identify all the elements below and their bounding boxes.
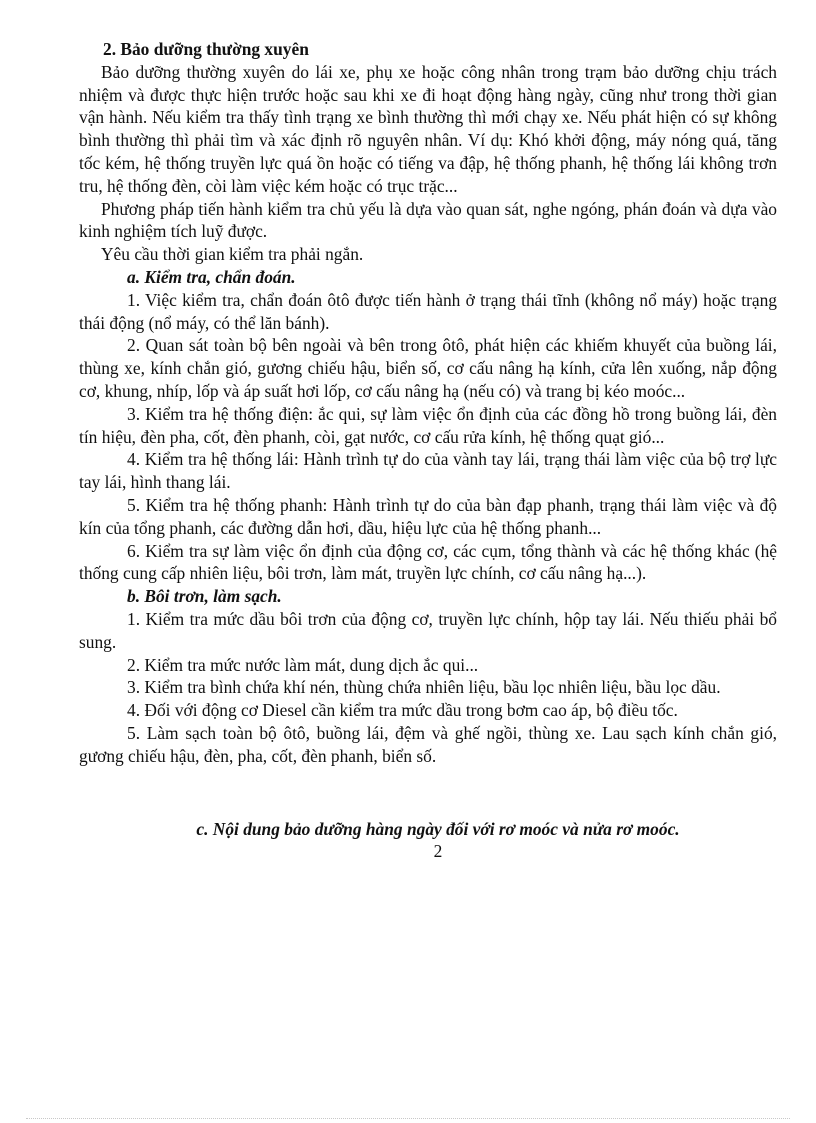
list-item: 3. Kiểm tra hệ thống điện: ắc qui, sự làm việc ổn định của các đồng hồ trong buồng lái, đèn tín hiệu, đèn pha, cốt, đèn phanh, còi, gạt nước, cơ cấu rửa kính, hệ thống quạt gió...	[79, 403, 777, 447]
list-item: 5. Kiểm tra hệ thống phanh: Hành trình tự do của bàn đạp phanh, trạng thái làm việc và độ kín của tổng phanh, các đường dẫn hơi, dầu, hiệu lực của hệ thống phanh...	[79, 494, 777, 538]
list-item: 4. Kiểm tra hệ thống lái: Hành trình tự do của vành tay lái, trạng thái làm việc của bộ trợ lực tay lái, hình thang lái.	[79, 449, 777, 493]
list-item: 2. Kiểm tra mức nước làm mát, dung dịch ắc qui...	[127, 654, 479, 675]
list-item: 4. Đối với động cơ Diesel cần kiểm tra mức dầu trong bơm cao áp, bộ điều tốc.	[127, 700, 678, 721]
intro-paragraph: Phương pháp tiến hành kiểm tra chủ yếu là dựa vào quan sát, nghe ngóng, phán đoán và dựa vào kinh nghiệm tích luỹ được.	[79, 198, 777, 242]
section-heading: 2. Bảo dưỡng thường xuyên	[103, 39, 309, 59]
list-item: 5. Làm sạch toàn bộ ôtô, buồng lái, đệm và ghế ngồi, thùng xe. Lau sạch kính chắn gió, gương chiếu hậu, đèn, pha, cốt, đèn phanh, biển số.	[79, 722, 777, 766]
list-item: 1. Kiểm tra mức dầu bôi trơn của động cơ, truyền lực chính, hộp tay lái. Nếu thiếu phải bổ sung.	[79, 608, 777, 652]
page-number: 2	[433, 841, 443, 862]
page-bottom-divider	[26, 1118, 790, 1119]
spacer	[79, 768, 777, 818]
document-page	[79, 38, 777, 863]
list-item: 3. Kiểm tra bình chứa khí nén, thùng chứa nhiên liệu, bầu lọc nhiên liệu, bầu lọc dầu.	[127, 677, 721, 698]
list-item: 2. Quan sát toàn bộ bên ngoài và bên trong ôtô, phát hiện các khiếm khuyết của buồng lái, thùng xe, kính chắn gió, gương chiếu hậu, biển số, cơ cấu nâng hạ kính, cửa lên xuống, nắp động cơ, khung, nhíp, lốp và áp suất hơi lốp, cơ cấu nâng hạ (nếu có) và trang bị kéo moóc...	[79, 335, 777, 401]
intro-paragraph: Bảo dưỡng thường xuyên do lái xe, phụ xe hoặc công nhân trong trạm bảo dưỡng chịu trách nhiệm và được thực hiện trước hoặc sau khi xe đi hoạt động hàng ngày, cũng như trong thời gian vận hành. Nếu kiểm tra thấy tình trạng xe bình thường thì mới chạy xe. Nếu phát hiện có sự không bình thường thì phải tìm và xác định rõ nguyên nhân. Ví dụ: Khó khởi động, máy nóng quá, tăng tốc kém, hệ thống truyền lực quá ồn hoặc có tiếng va đập, hệ thống phanh, hệ thống lái không trơn tru, hệ thống đèn, còi làm việc kém hoặc có trục trặc...	[79, 61, 777, 196]
intro-paragraph: Yêu cầu thời gian kiểm tra phải ngắn.	[101, 244, 364, 265]
list-item: 1. Việc kiểm tra, chẩn đoán ôtô được tiến hành ở trạng thái tĩnh (không nổ máy) hoặc trạng thái động (nổ máy, có thể lăn bánh).	[79, 289, 777, 333]
subsection-c-title: c. Nội dung bảo dưỡng hàng ngày đối với rơ moóc và nửa rơ moóc.	[196, 818, 680, 839]
subsection-a-title: a. Kiểm tra, chẩn đoán.	[127, 266, 296, 287]
subsection-b-title: b. Bôi trơn, làm sạch.	[127, 586, 282, 607]
list-item: 6. Kiểm tra sự làm việc ổn định của động cơ, các cụm, tổng thành và các hệ thống khác (hệ thống cung cấp nhiên liệu, bôi trơn, làm mát, truyền lực chính, cơ cấu nâng hạ...).	[79, 540, 777, 584]
